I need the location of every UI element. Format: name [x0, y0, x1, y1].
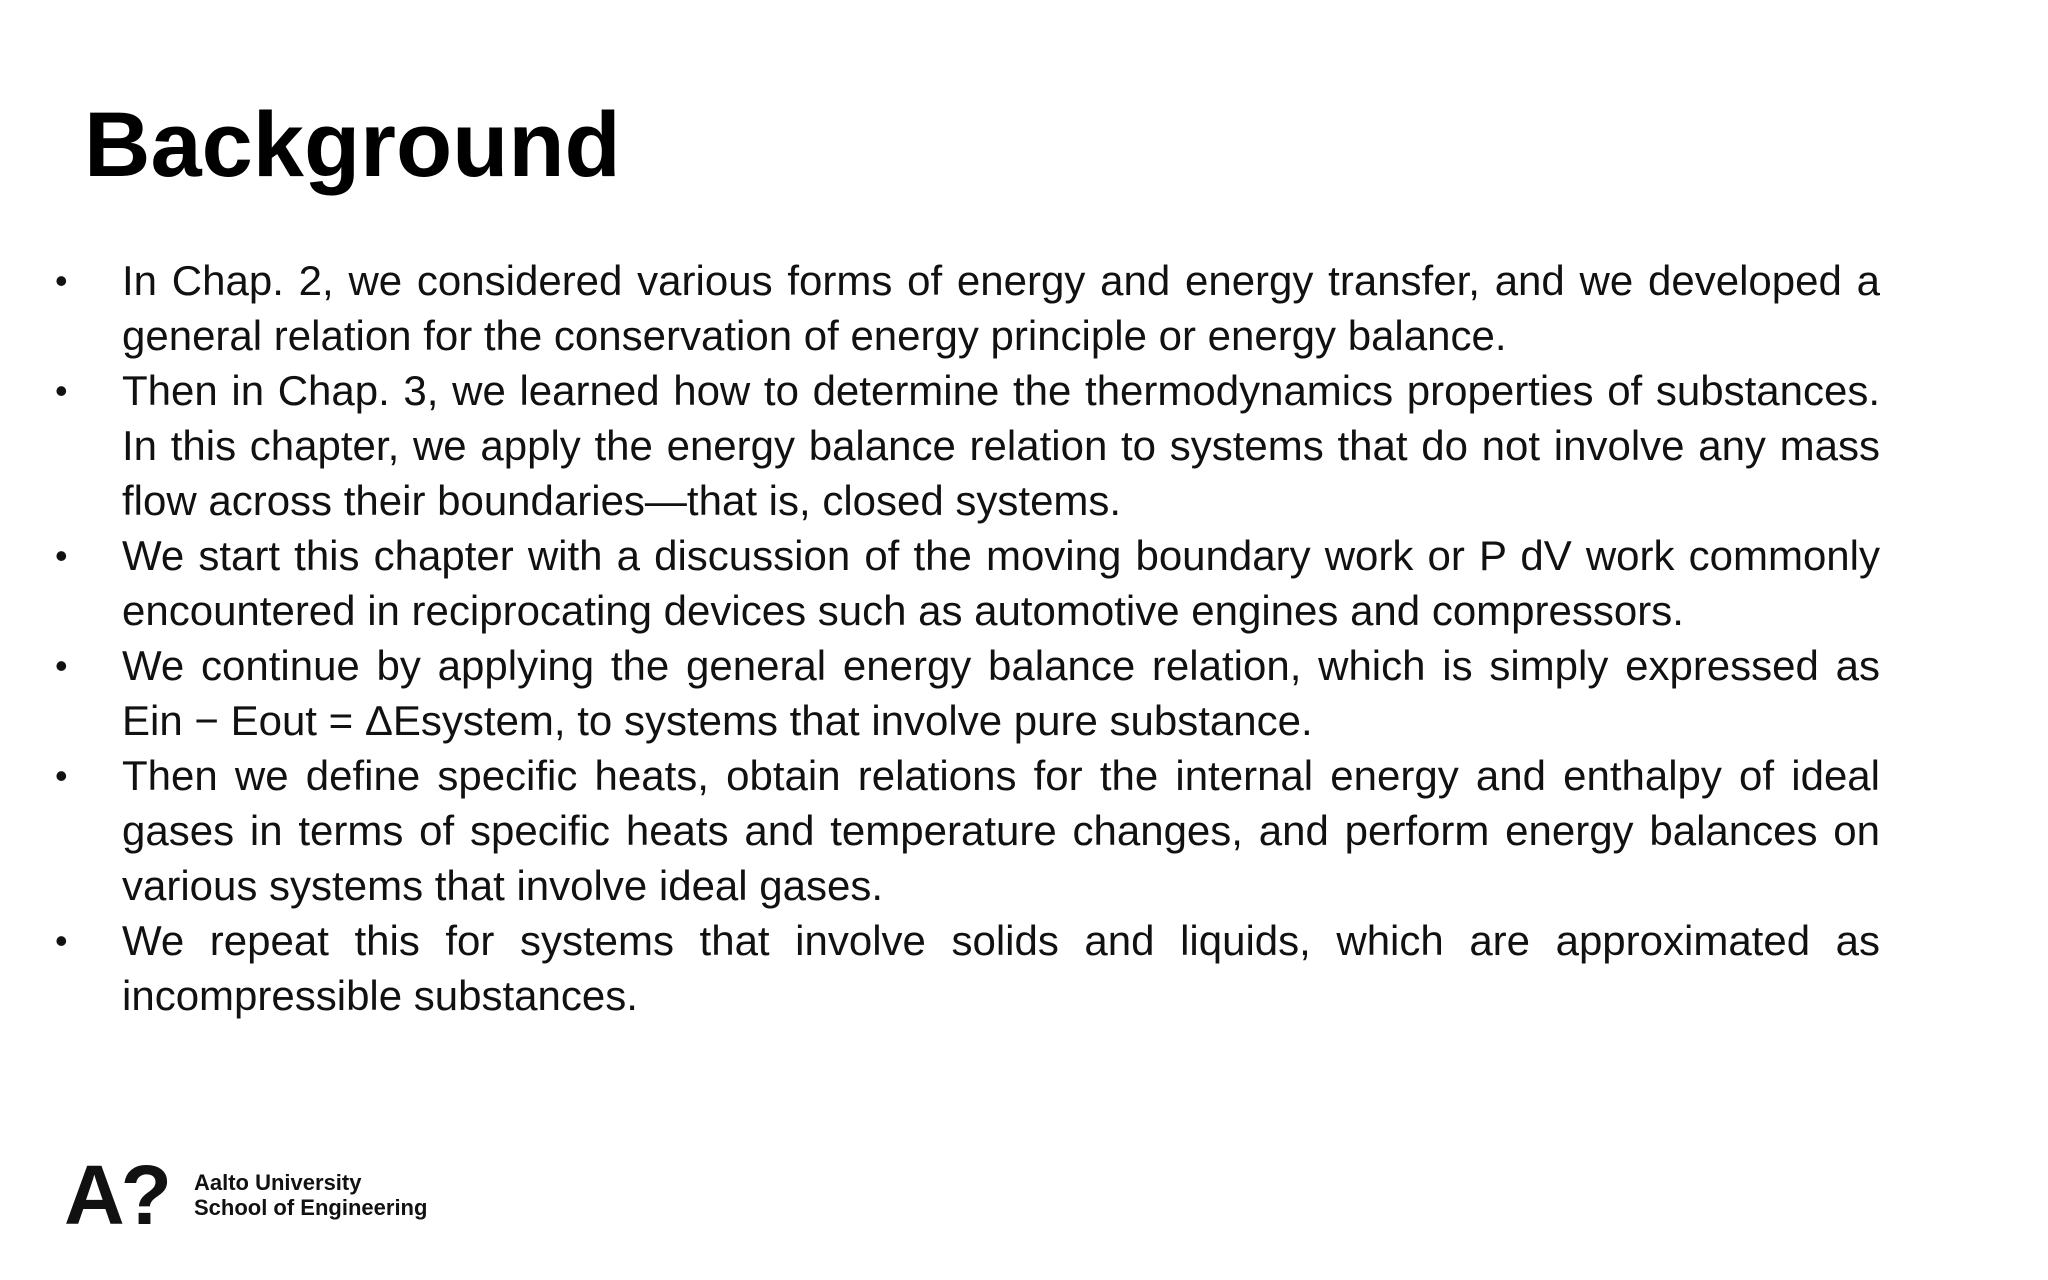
bullet-marker: •	[55, 920, 68, 961]
bullet-item	[55, 253, 1880, 363]
bullet-text: We start this chapter with a discussion of the moving boundary work or P dV work commonly encountered in reciprocating devices such as automotive engines and compressors.	[122, 532, 1880, 634]
bullet-text: We repeat this for systems that involve solids and liquids, which are approximated as incompressible substances.	[122, 917, 1880, 1019]
logo-university-name: Aalto University	[193, 1170, 362, 1195]
bullet-marker: •	[55, 755, 68, 796]
bullet-marker: •	[55, 535, 68, 576]
bullet-text: We continue by applying the general energy balance relation, which is simply expressed as Ein − Eout = ΔEsystem, to systems that involve pure substance.	[122, 642, 1880, 744]
bullet-text: In Chap. 2, we considered various forms of energy and energy transfer, and we developed a general relation for the conservation of energy principle or energy balance.	[122, 257, 1880, 359]
bullet-marker: •	[55, 645, 68, 686]
bullet-item	[55, 748, 1880, 913]
bullet-text: Then in Chap. 3, we learned how to determine the thermodynamics properties of substances. In this chapter, we apply the energy balance relation to systems that do not involve any mass flow across their boundaries—that is, closed systems.	[122, 367, 1880, 524]
bullet-text: Then we define specific heats, obtain relations for the internal energy and enthalpy of ideal gases in terms of specific heats and temperature changes, and perform energy balances on various systems that involve ideal gases.	[122, 752, 1880, 909]
bullet-item	[55, 913, 1880, 1023]
bullet-item	[55, 363, 1880, 528]
aalto-logo	[64, 1148, 428, 1242]
bullet-marker: •	[55, 370, 68, 411]
slide-title: Background	[84, 94, 621, 196]
aalto-logo-mark-icon: A?	[64, 1148, 168, 1242]
bullet-marker: •	[55, 260, 68, 301]
bullet-item	[55, 638, 1880, 748]
bullet-list	[55, 253, 1880, 1023]
bullet-item	[55, 528, 1880, 638]
logo-school-name: School of Engineering	[193, 1195, 428, 1220]
logo-text	[194, 1170, 427, 1220]
